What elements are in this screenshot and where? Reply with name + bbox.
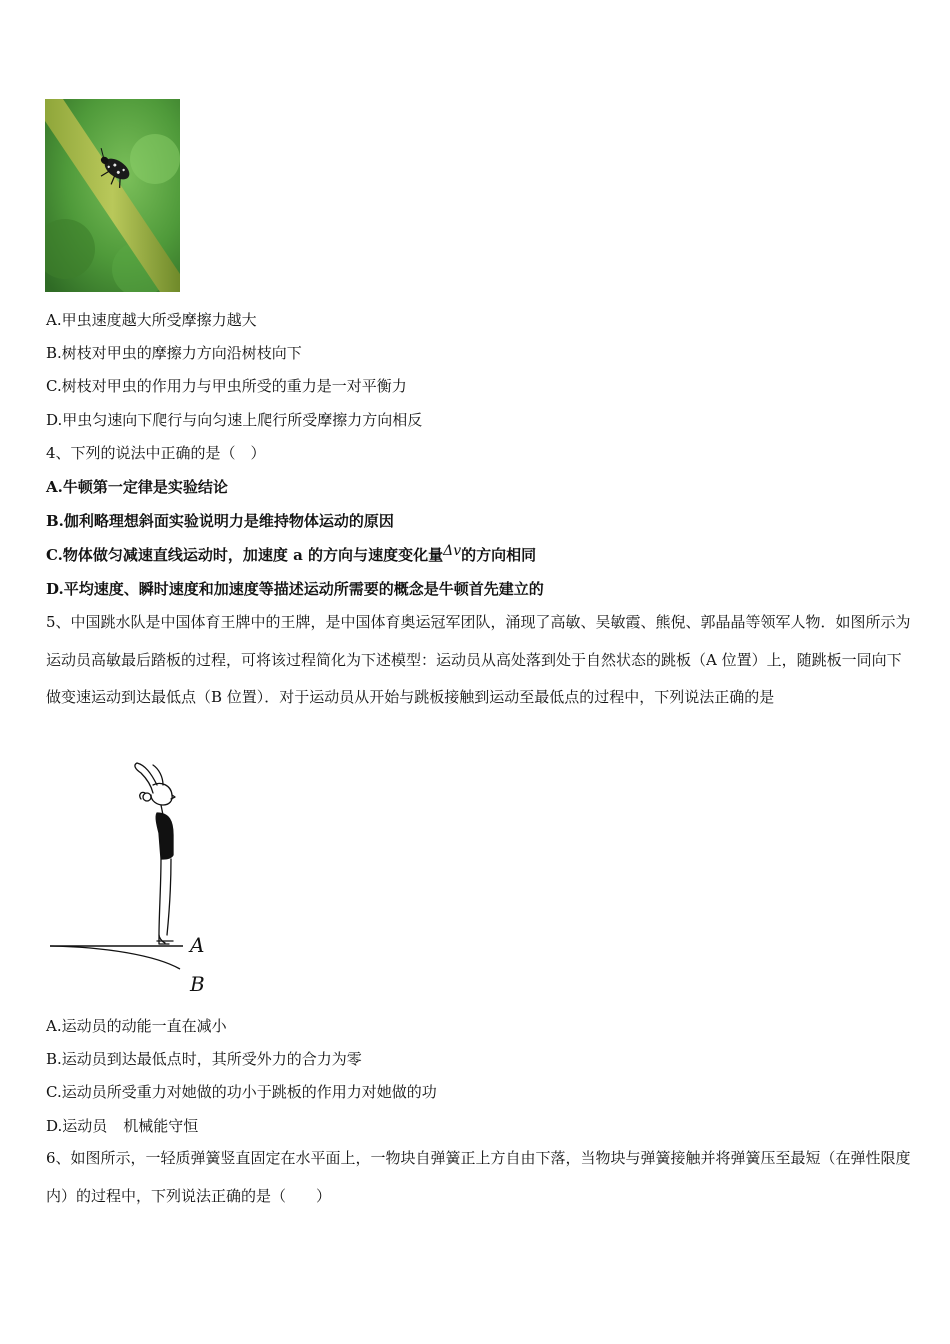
q5-option-a: A.运动员的动能一直在减小 xyxy=(46,1017,227,1035)
position-a-label: A xyxy=(190,933,205,957)
q6-stem: 6、如图所示，一轻质弹簧竖直固定在水平面上，一物块自弹簧正上方自由下落，当物块与弹簧接触并将弹簧压至最短（在弹性限度内）的过程中，下列说法正确的是（ ） xyxy=(46,1149,911,1205)
delta-v-symbol: Δv xyxy=(443,543,462,559)
q5-option-c: C.运动员所受重力对她做的功小于跳板的作用力对她做的功 xyxy=(46,1083,437,1101)
q5-option-d-pre: D.运动员 xyxy=(46,1117,108,1135)
q4-option-b: B.伽利略理想斜面实验说明力是维持物体运动的原因 xyxy=(46,512,394,530)
q3-option-b: B.树枝对甲虫的摩擦力方向沿树枝向下 xyxy=(46,344,302,362)
q5-option-b: B.运动员到达最低点时，其所受外力的合力为零 xyxy=(46,1050,362,1068)
q5-stem: 5、中国跳水队是中国体育王牌中的王牌，是中国体育奥运冠军团队，涌现了高敏、吴敏霞、熊倪、郭晶晶等领军人物．如图所示为运动员高敏最后踏板的过程，可将该过程简化为下述模型：运动员从高处落到处于自然状态的跳板（A 位置）上，随跳板一同向下做变速运动到达最低点（B 位置）．对于运动员从开始与跳板接触到运动至最低点的过程中，下列说法正确的是 xyxy=(46,613,911,706)
q5-option-d xyxy=(46,1116,198,1136)
q4-option-a: A.牛顿第一定律是实验结论 xyxy=(46,478,228,496)
q5-option-d-post: 机械能守恒 xyxy=(123,1117,199,1135)
q3-option-d: D.甲虫匀速向下爬行与向匀速上爬行所受摩擦力方向相反 xyxy=(46,411,423,429)
diver-on-springboard-diagram xyxy=(45,755,220,1000)
q4-option-c-text: C.物体做匀减速直线运动时，加速度 a 的方向与速度变化量 xyxy=(46,546,444,564)
q3-option-a: A.甲虫速度越大所受摩擦力越大 xyxy=(46,311,257,329)
q4-option-c-tail: 的方向相同 xyxy=(461,546,537,564)
beetle-on-branch-photo xyxy=(45,99,180,292)
position-b-label: B xyxy=(190,972,205,996)
q4-stem: 4、下列的说法中正确的是（ ） xyxy=(46,444,266,462)
q4-option-c xyxy=(46,545,536,566)
q3-option-c: C.树枝对甲虫的作用力与甲虫所受的重力是一对平衡力 xyxy=(46,377,407,395)
q4-option-d: D.平均速度、瞬时速度和加速度等描述运动所需要的概念是牛顿首先建立的 xyxy=(46,580,544,598)
